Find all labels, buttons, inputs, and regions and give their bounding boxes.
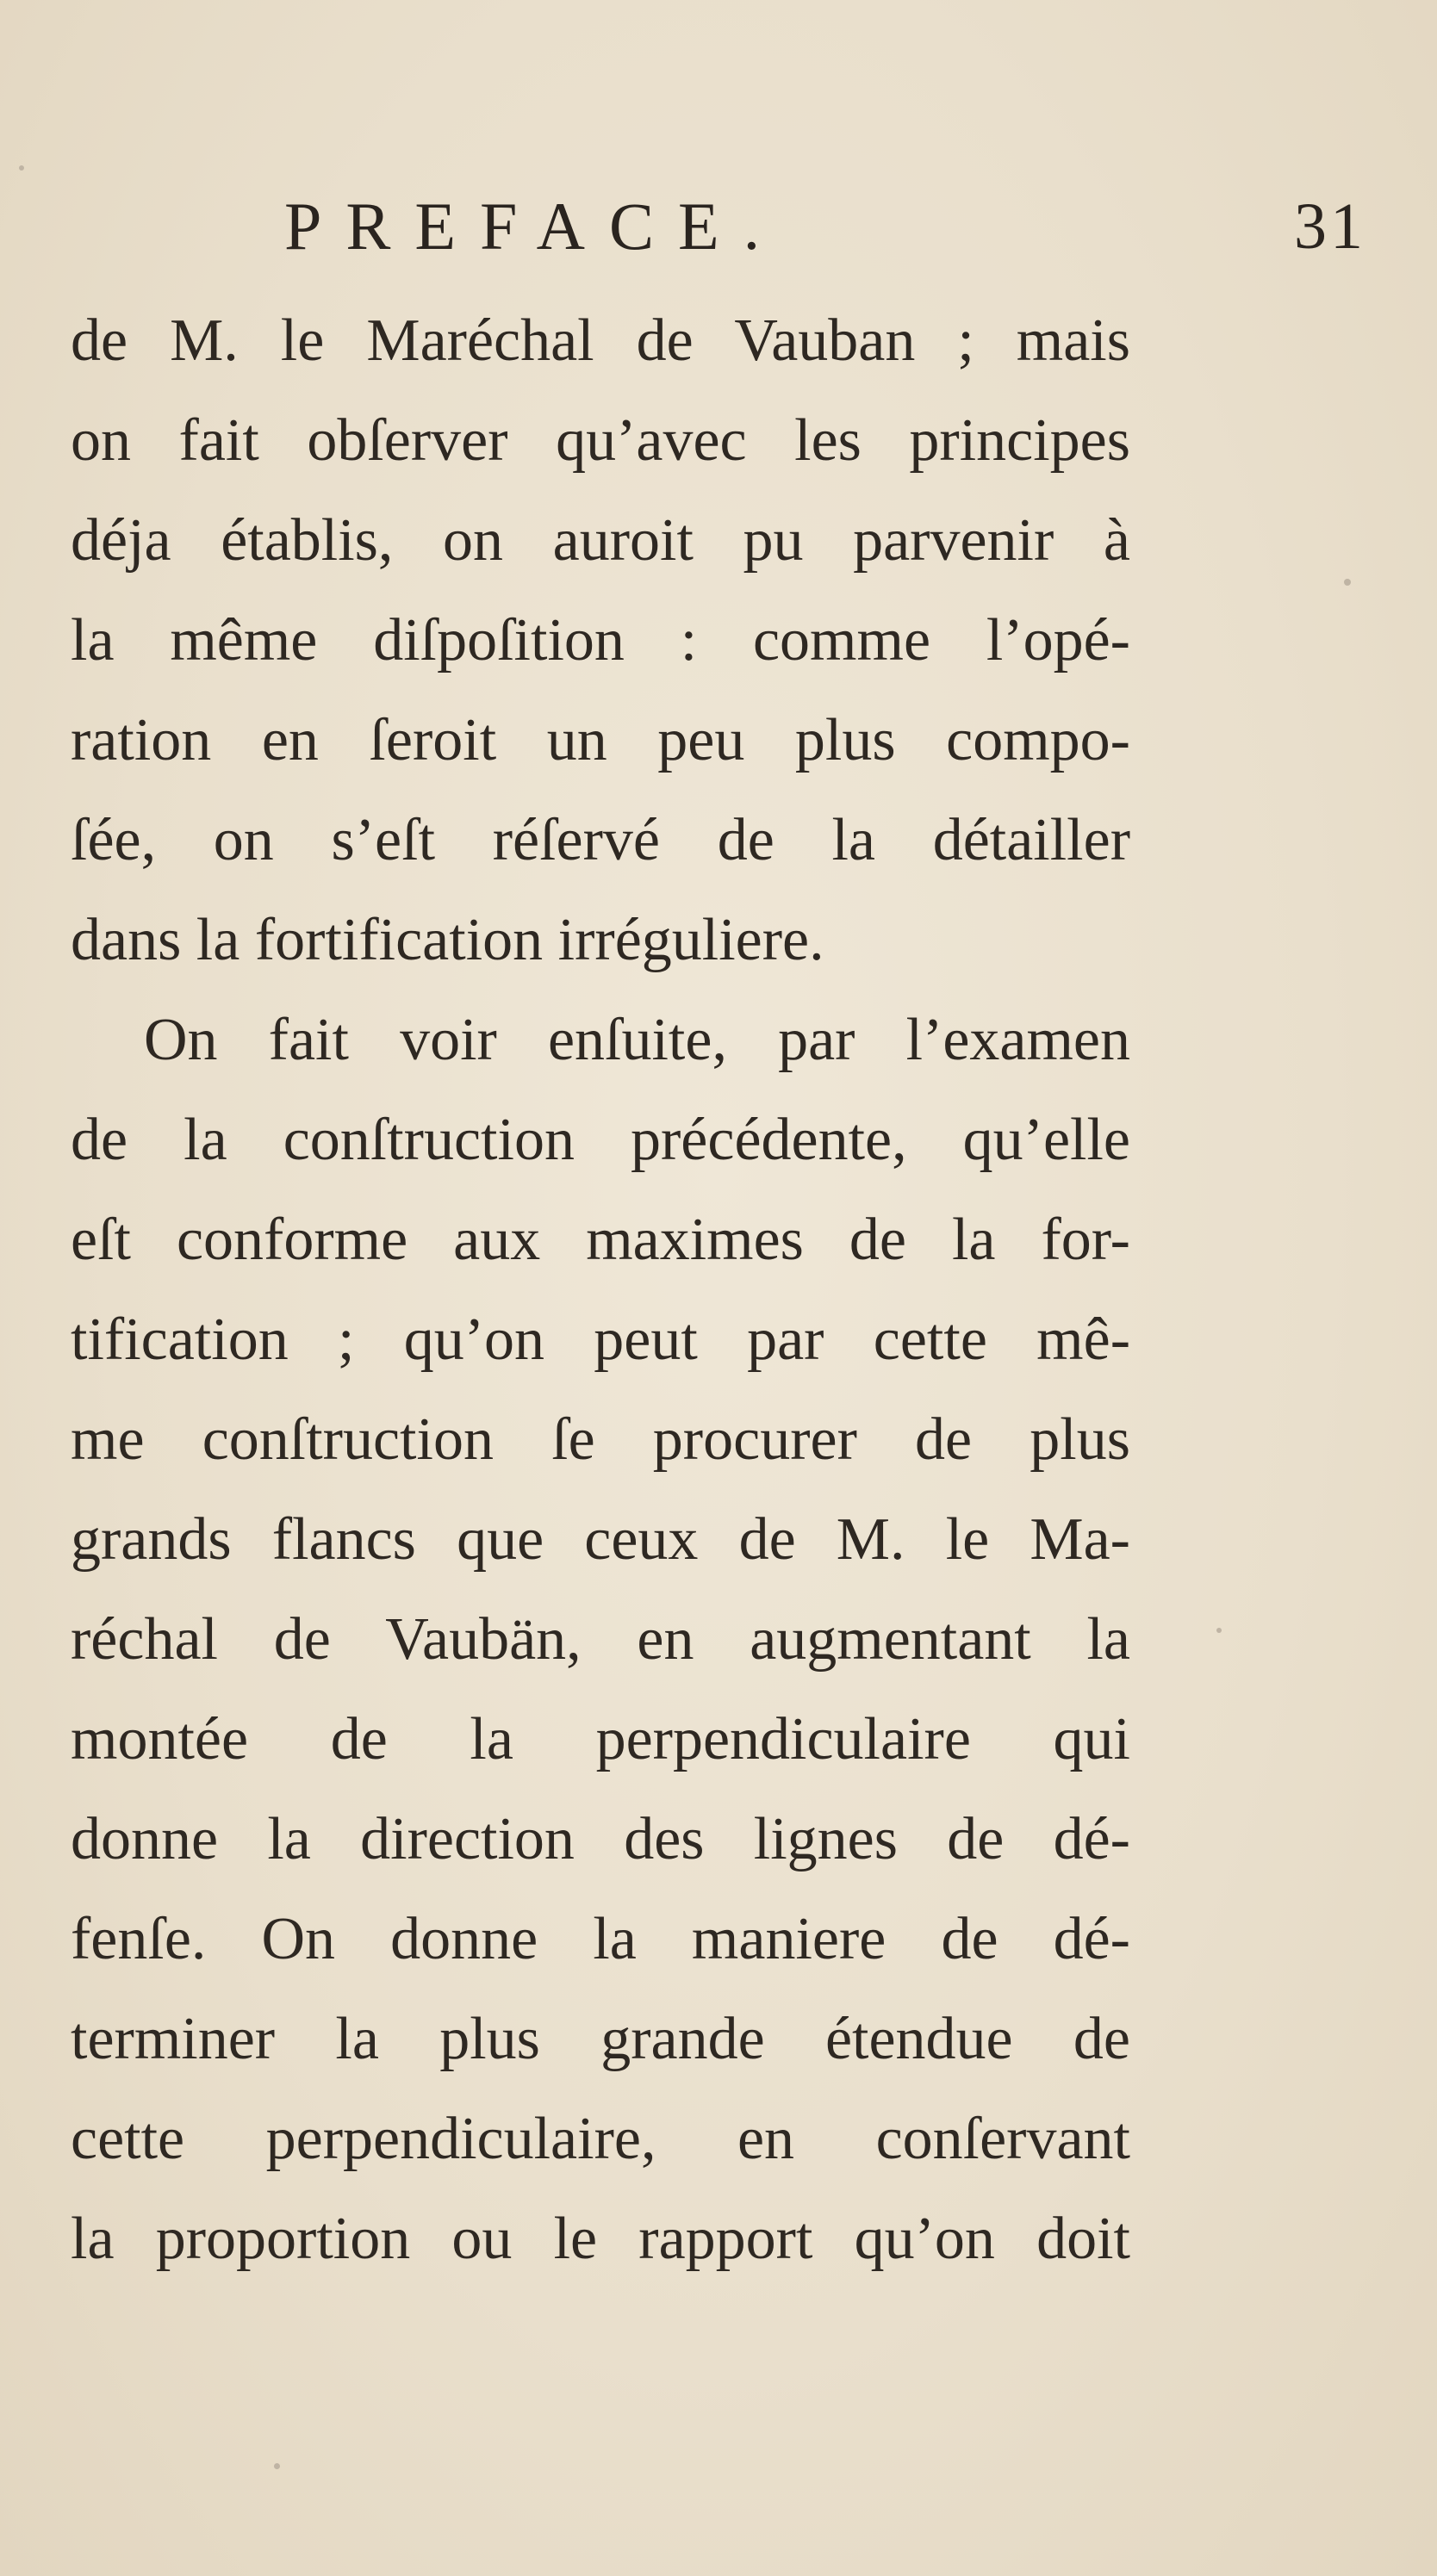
text-line: me conſtruction ſe procurer de plus — [71, 1406, 1130, 1473]
text-line: fenſe. On donne la maniere de dé- — [71, 1906, 1130, 1972]
text-line: la proportion ou le rapport qu’on doit — [71, 2206, 1130, 2272]
text-line: tification ; qu’on peut par cette mê- — [71, 1307, 1130, 1373]
text-line: dans la fortification irréguliere. — [71, 907, 824, 973]
text-line: eſt conforme aux maximes de la for- — [71, 1207, 1130, 1273]
paper-spot — [1216, 1628, 1222, 1633]
text-line: terminer la plus grande étendue de — [71, 2006, 1130, 2072]
text-line: donne la direction des lignes de dé- — [71, 1806, 1130, 1872]
text-line: de la conſtruction précédente, qu’elle — [71, 1107, 1130, 1173]
text-line: ration en ſeroit un peu plus compo- — [71, 707, 1130, 773]
paragraph-first-line: On fait voir enſuite, par l’examen — [144, 1007, 1130, 1073]
text-line: on fait obſerver qu’avec les principes — [71, 407, 1130, 474]
running-head — [71, 188, 1366, 265]
text-line: déja établis, on auroit pu parvenir à — [71, 507, 1130, 574]
paper-spot — [274, 2463, 280, 2469]
paper-spot — [19, 165, 24, 171]
text-line: réchal de Vaubän, en augmentant la — [71, 1606, 1130, 1673]
paper-spot — [1344, 579, 1351, 586]
text-line: montée de la perpendiculaire qui — [71, 1706, 1130, 1772]
page-number: 31 — [1294, 190, 1366, 263]
running-head-title: PREFACE. — [284, 189, 785, 264]
text-line: grands flancs que ceux de M. le Ma- — [71, 1506, 1130, 1573]
text-line: cette perpendiculaire, en conſervant — [71, 2106, 1130, 2172]
text-line: la même diſpoſition : comme l’opé- — [71, 607, 1130, 673]
text-line: ſée, on s’eſt réſervé de la détailler — [71, 807, 1130, 873]
text-line: de M. le Maréchal de Vauban ; mais — [71, 307, 1130, 374]
body-text — [71, 291, 1130, 2289]
